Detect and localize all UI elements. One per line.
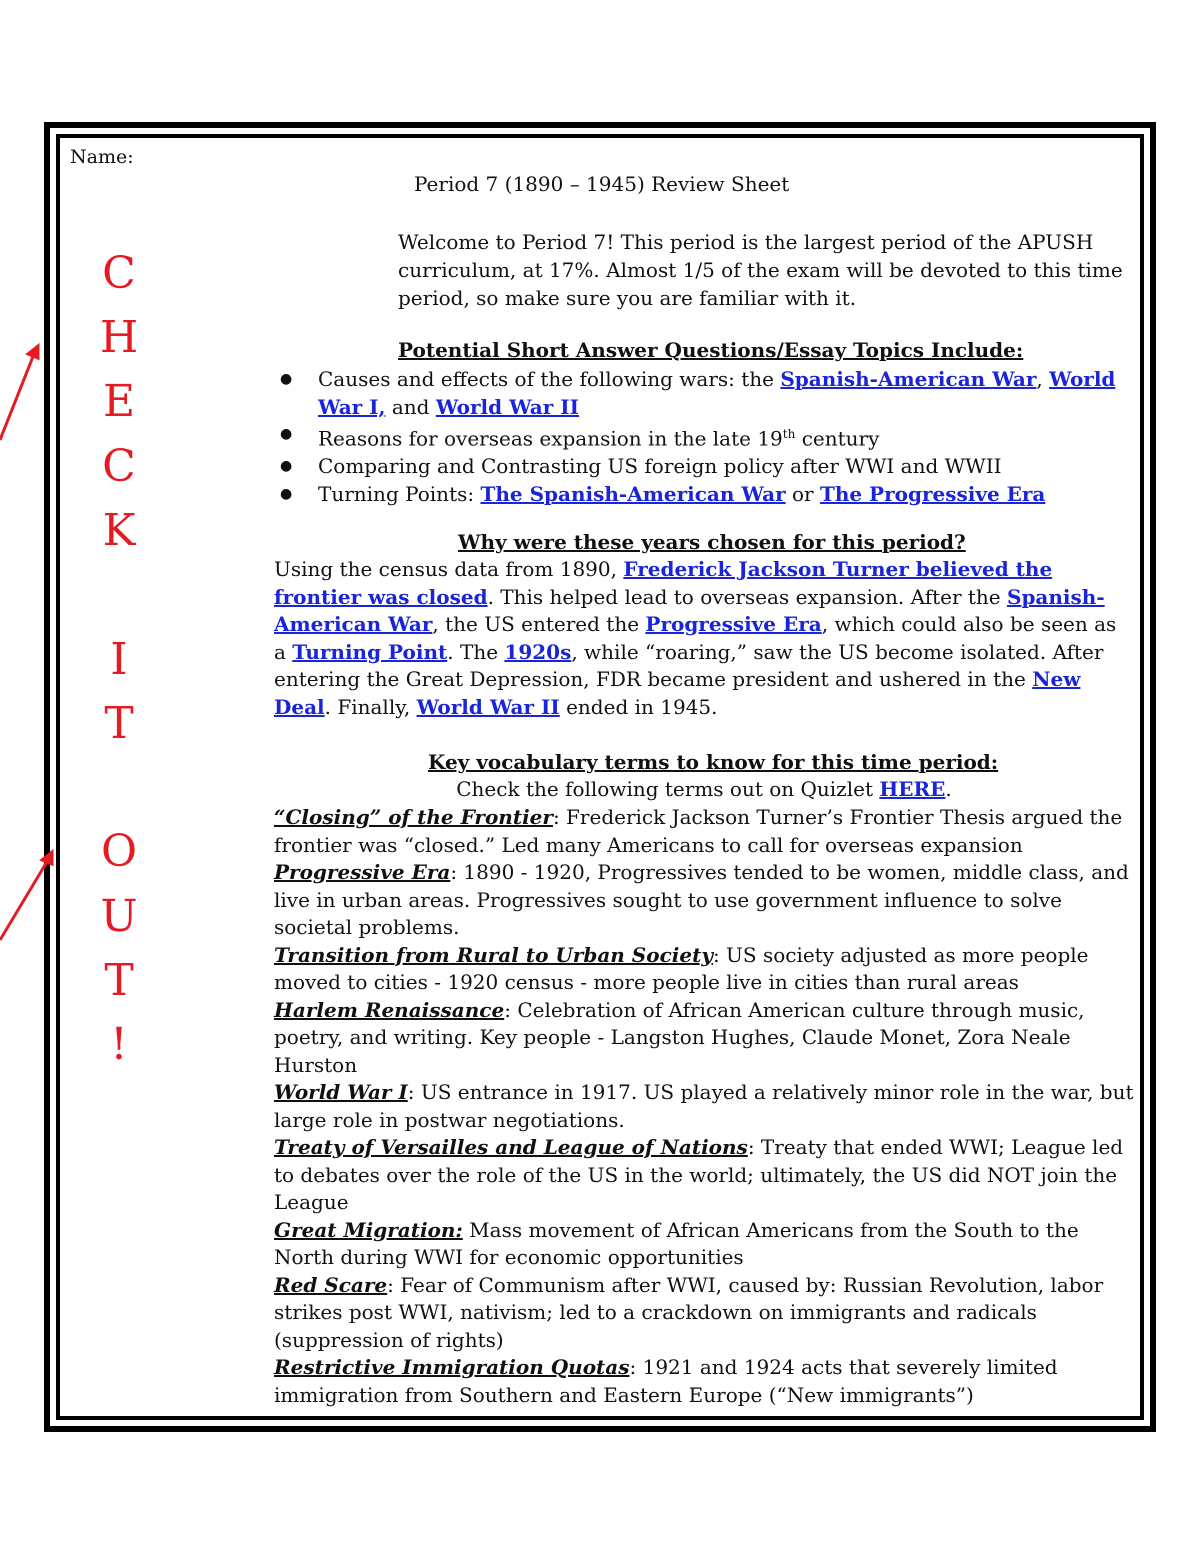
world-war-two-link[interactable]: World War II (435, 394, 579, 419)
why-paragraph: Using the census data from 1890, Frederick Jackson Turner believed the frontier was closed. This helped lead to overseas expansion. After the Spanish-American War, the US entered the Progressive Era, which could also be seen as a Turning Point. The 1920s, while “roaring,” saw the US become isolated. After entering the Great Depression, FDR became president and ushered in the New Deal. Finally, World War II ended in 1945. (274, 557, 1117, 719)
vocab-definition: : 1921 and 1924 acts that severely limited immigration from Southern and Eastern Europe (“New immigrants”) (274, 1355, 1058, 1407)
vocab-definition: : Treaty that ended WWI; League led to debates over the role of the US in the world; ultimately, the US did NOT join the League (274, 1135, 1124, 1214)
vocab-entry (274, 1134, 1134, 1217)
quizlet-here-link[interactable]: HERE (879, 777, 946, 801)
red-arrows (0, 330, 60, 970)
vocab-entry (274, 997, 1134, 1080)
progressive-era-link[interactable]: Progressive Era (645, 612, 822, 636)
callout-letter: U (100, 891, 138, 942)
page-title: Period 7 (1890 – 1945) Review Sheet (414, 172, 790, 196)
callout-letter: I (110, 634, 128, 685)
callout-letter: C (102, 441, 136, 492)
vocab-definition: : US entrance in 1917. US played a relatively minor role in the war, but large role in postwar negotiations. (274, 1080, 1134, 1132)
arrow-lower-head (42, 852, 52, 864)
vocab-entry (274, 942, 1134, 997)
vocab-heading: Key vocabulary terms to know for this time period: (428, 750, 999, 774)
world-war-two-link-2[interactable]: World War II (416, 694, 560, 719)
turning-point-spanish-american-war-link[interactable]: The Spanish-American War (480, 481, 786, 506)
topics-heading: Potential Short Answer Questions/Essay Topics Include: (398, 338, 1024, 362)
vocab-entry (274, 1354, 1134, 1409)
vocab-term: Red Scare (274, 1272, 388, 1297)
1920s-link[interactable]: 1920s (504, 639, 572, 664)
spanish-american-war-link-2[interactable]: Spanish-American War (274, 584, 1105, 636)
callout-letter: C (102, 248, 136, 299)
vocab-definition: : US society adjusted as more people moved to cities - 1920 census - more people live in cities than rural areas (274, 942, 1089, 994)
callout-letter: T (104, 955, 134, 1006)
vocab-definition: : Frederick Jackson Turner’s Frontier Thesis argued the frontier was “closed.” Led many Americans to call for overseas expansion (274, 805, 1123, 857)
arrow-upper (0, 354, 34, 440)
callout-letter: H (99, 312, 139, 363)
intro-paragraph: Welcome to Period 7! This period is the largest period of the APUSH curriculum, at 17%. Almost 1/5 of the exam will be devoted to this time period, so make sure you are familiar with it. (398, 230, 1123, 310)
turning-point-progressive-era-link[interactable]: The Progressive Era (819, 481, 1046, 506)
vocab-term: “Closing” of the Frontier (274, 805, 553, 829)
vocab-term: Progressive Era (274, 860, 451, 884)
world-war-one-link[interactable]: World War I, (318, 367, 1116, 419)
vocab-entry (274, 804, 1134, 859)
callout-letter: ! (110, 1019, 128, 1070)
vocab-term: Transition from Rural to Urban Society (274, 942, 713, 967)
list-item: ● Reasons for overseas expansion in the late 19th century (276, 421, 1136, 453)
vocab-term: Harlem Renaissance (274, 997, 505, 1022)
arrow-lower (0, 860, 48, 940)
spanish-american-war-link[interactable]: Spanish-American War (780, 367, 1037, 391)
vocab-definition: Mass movement of African Americans from the South to the North during WWI for economic opportunities (274, 1217, 1079, 1269)
callout-letter: T (104, 698, 134, 749)
callout-letter: K (102, 505, 136, 556)
frontier-closed-link[interactable]: Frederick Jackson Turner believed the frontier was closed (274, 557, 1053, 609)
vocab-term: World War I (274, 1080, 408, 1104)
vocab-term: Great Migration: (274, 1217, 463, 1242)
why-heading: Why were these years chosen for this period? (458, 530, 966, 554)
vocab-definition: : 1890 - 1920, Progressives tended to be women, middle class, and live in urban areas. Progressives sought to use government influence to solve societal problems. (274, 860, 1129, 939)
arrow-upper-head (28, 346, 38, 358)
vocab-definition: : Celebration of African American culture through music, poetry, and writing. Key people - Langston Hughes, Claude Monet, Zora Neale Hurston (274, 997, 1085, 1077)
vocab-list (274, 804, 1134, 1409)
vocab-entry (274, 859, 1134, 942)
new-deal-link[interactable]: New Deal (274, 667, 1081, 719)
turning-point-link[interactable]: Turning Point (292, 639, 448, 664)
vocab-entry (274, 1079, 1134, 1134)
list-item: ● Causes and effects of the following wars: the Spanish-American War, World War I, and World War II (276, 366, 1136, 421)
vocab-entry (274, 1272, 1134, 1355)
topics-list (276, 366, 1136, 508)
name-label: Name: (70, 146, 134, 168)
vocab-definition: : Fear of Communism after WWI, caused by: Russian Revolution, labor strikes post WWI, nativism; led to a crackdown on immigrants and radicals (suppression of rights) (274, 1272, 1104, 1352)
vocab-entry (274, 1217, 1134, 1272)
callout-letter: E (102, 376, 136, 427)
list-item: ● Comparing and Contrasting US foreign policy after WWI and WWII (276, 453, 1136, 481)
vocab-term: Treaty of Versailles and League of Nations (274, 1135, 748, 1159)
quizlet-line: Check the following terms out on Quizlet HERE. (456, 777, 952, 801)
callout-letter: O (100, 826, 138, 877)
list-item: ● Turning Points: The Spanish-American War or The Progressive Era (276, 481, 1136, 509)
vocab-term: Restrictive Immigration Quotas (274, 1355, 630, 1379)
